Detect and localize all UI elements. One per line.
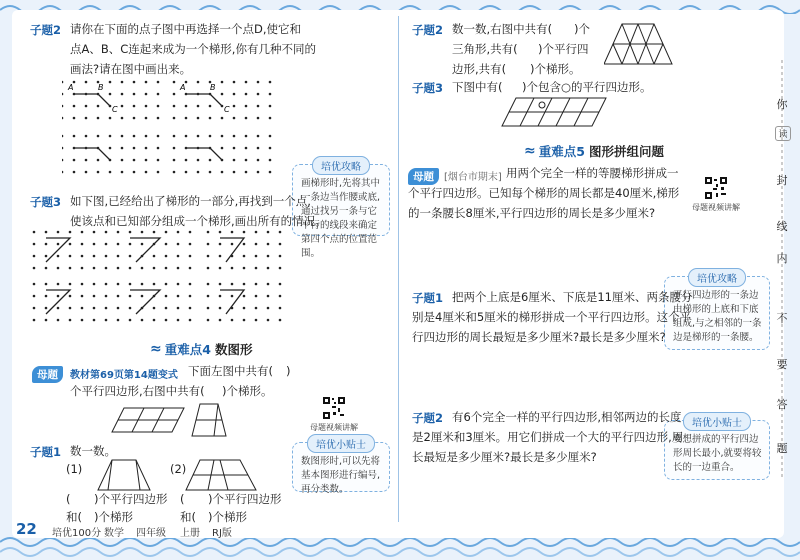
left-sub1-part1: (1) [66,462,83,476]
column-divider [398,16,399,522]
dot-label-c: C [112,105,118,114]
left-q3-line1: 如下图,已经给出了梯形的一部分,再找到一个点, [70,194,311,208]
footer-term: 上册 [180,528,200,539]
left-sub1-a2-text: )个梯形 [94,510,133,524]
footer-grade: 四年级 [136,528,166,539]
left-q2-dot-grids [62,78,290,182]
margin-char-3: 封 [776,174,788,187]
left-mother-source: 教材第69页第14题变式 [70,370,178,381]
left-sub1-b1-open: ( [180,492,185,506]
margin-char-2: 读 [775,126,791,141]
section-5-header [524,142,664,160]
section-4-header [150,340,252,358]
dot-label-a: A [68,83,74,92]
right-mother-line2: 个平行四边形。已知每个梯形的周长都是40厘米,梯形 [408,186,680,200]
right-q2-line3: 边形,共有( [452,62,507,76]
right-sub1-line3: 行四边形的周长最短是多少厘米?最长是多少厘米? [412,330,666,344]
right-q2-line2-b: )个平行四 [538,42,589,56]
tip-strategy-2-body: 平行四边形的一条边由梯形的上底和下底组成,与之相邻的一条边是梯形的一条腰。 [673,290,762,343]
qr-caption-2: 母题视频讲解 [692,203,740,212]
qr-code-1[interactable] [322,396,346,420]
left-mother-line2: 个平行四边形,右图中共有( [70,384,205,398]
tip-strategy-1-title: 培优攻略 [312,156,370,175]
section-5-label: 重难点5 [538,144,585,159]
right-q2-tag: 子题2 [412,23,444,37]
right-q2-line1: 数一数,右图中共有( [452,22,553,36]
left-q3-dot-grids [30,230,290,330]
right-mother-line1: 用两个完全一样的等腰梯形拼成一 [506,166,679,180]
right-q3-text: 下图中有( [452,80,503,94]
right-sub1-line2: 别是4厘米和5厘米的梯形拼成一个平行四边形。这个平 [412,310,692,324]
section-4-label: 重难点4 [164,342,211,357]
right-sub2-line1: 有6个完全一样的平行四边形,相邻两边的长度 [452,410,682,424]
footer-edition: RJ版 [212,528,232,539]
left-sub1-a2-open: 和( [66,510,82,524]
page-number: 22 [16,520,37,538]
right-q3-tag: 子题3 [412,81,444,95]
left-mother-line1: 下面左图中共有( [188,364,273,378]
right-sub1-line1: 把两个上底是6厘米、下底是11厘米、两条腰分 [452,290,693,304]
right-sub1-tag: 子题1 [412,291,444,305]
section-4-title: 数图形 [214,342,253,357]
margin-char-5: 内 [776,252,788,265]
right-q2-line3-b: )个梯形。 [530,62,581,76]
left-sub1-text: 数一数。 [70,444,116,458]
left-sub1-figures [90,458,280,492]
footer-subject: 数学 [104,528,124,539]
tip-strategy-1-body: 画梯形时,先将其中一条边当作腰或底,通过找另一条与它平行的线段来确定第四个点的位置范围。 [301,178,381,259]
left-q3-line2: 使该点和已知部分组成一个梯形,画出所有的情况。 [70,214,327,228]
right-q3-grid-figure [500,96,610,130]
left-mother-line1-close: ) [286,364,291,378]
right-q2-line1-b: )个 [574,22,590,36]
left-mother-figures [110,400,290,440]
section-5-title: 图形拼组问题 [588,144,664,159]
left-q3-tag: 子题3 [30,195,62,209]
margin-char-6: 不 [776,312,788,325]
wave-icon-2: ≈ [524,143,536,159]
tip-hint-1-body: 数图形时,可以先将基本图形进行编号,再分类数。 [301,456,381,495]
left-q2-line2: 点A、B、C连起来成为一个梯形,你有几种不同的 [70,42,316,56]
margin-char-8: 答 [776,398,788,411]
dot-label-b-2: B [210,83,216,92]
right-q2-triangle-figure [604,22,674,68]
margin-char-7: 要 [776,358,788,371]
right-sub2-line3: 长最短是多少厘米?最长是多少厘米? [412,450,597,464]
right-mother-source: [烟台市期末] [444,172,502,183]
dot-label-a-2: A [180,83,186,92]
binding-line [781,60,783,480]
right-sub2-line2: 是2厘米和3厘米。用它们拼成一个大的平行四边形,周 [412,430,684,444]
qr-caption-1: 母题视频讲解 [310,423,358,432]
left-sub1-a1-text: )个平行四边形 [94,492,168,506]
left-sub1-b2-text: )个梯形 [208,510,247,524]
left-sub1-part2: (2) [170,462,187,476]
wave-icon: ≈ [150,341,162,357]
tip-hint-2-title: 培优小贴士 [683,412,751,431]
left-sub1-b2-open: 和( [180,510,196,524]
tip-hint-2-body: 要想拼成的平行四边形周长最小,就要将较长的一边重合。 [673,434,762,473]
margin-char-9: 题 [776,442,788,455]
tip-strategy-2-title: 培优攻略 [688,268,746,287]
left-q2-line3: 画法?请在图中画出来。 [70,62,192,76]
left-sub1-tag: 子题1 [30,445,62,459]
left-sub1-a1-open: ( [66,492,71,506]
right-q2-line2: 三角形,共有( [452,42,518,56]
left-mother-badge: 母题 [32,366,63,383]
footer-book: 培优100分 [52,528,102,539]
margin-char-1: 你 [776,98,788,111]
right-sub2-tag: 子题2 [412,411,444,425]
right-mother-line3: 的一条腰长8厘米,平行四边形的周长是多少厘米? [408,206,656,220]
tip-hint-1-title: 培优小贴士 [307,434,375,453]
margin-char-4: 线 [776,220,788,233]
right-mother-badge: 母题 [408,168,439,185]
right-q3-text-b: )个包含○的平行四边形。 [522,80,652,94]
left-mother-line2-close: )个梯形。 [222,384,273,398]
dot-label-b: B [98,83,104,92]
left-sub1-b1-text: )个平行四边形 [208,492,282,506]
qr-code-2[interactable] [704,176,728,200]
left-q2-line1: 请你在下面的点子图中再选择一个点D,使它和 [70,22,302,36]
tip-hint-1 [292,440,390,495]
dot-label-c-2: C [224,105,230,114]
left-q2-tag: 子题2 [30,23,62,37]
